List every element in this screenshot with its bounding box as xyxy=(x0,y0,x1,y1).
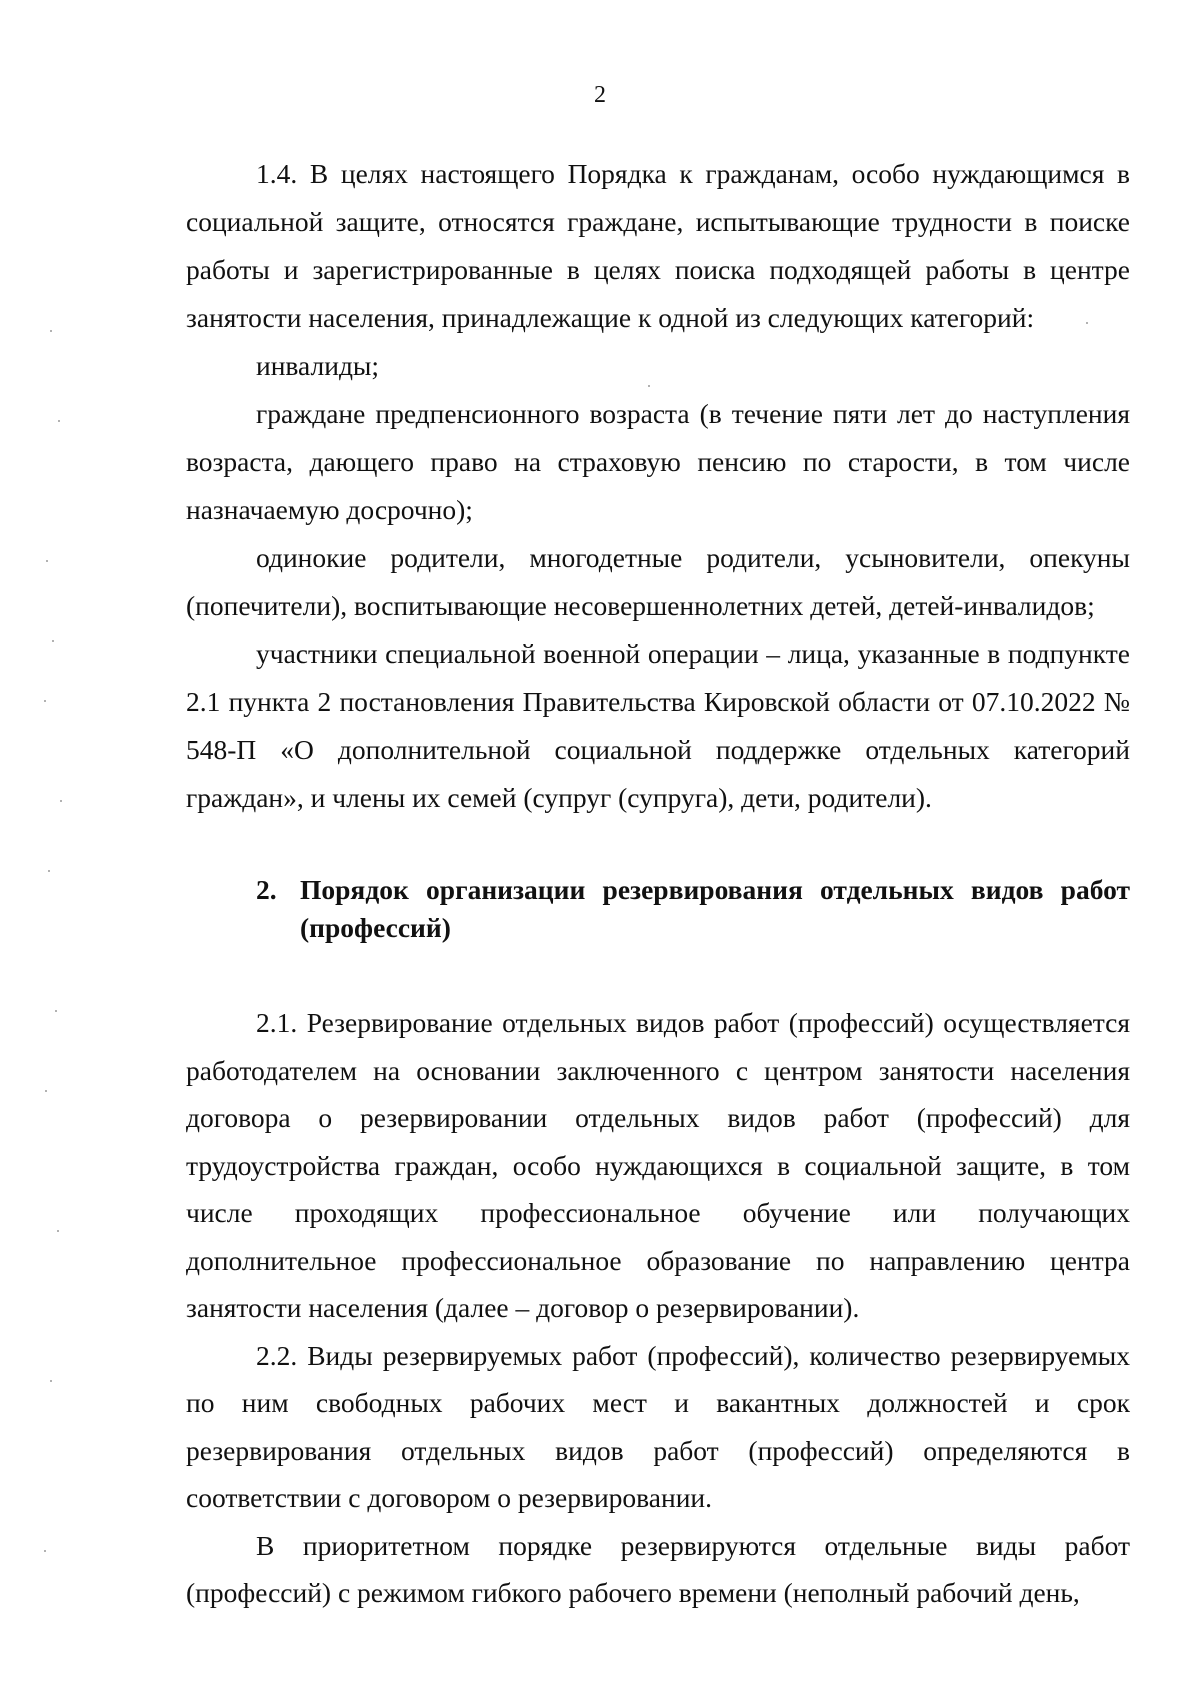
paragraph-single-parents: одинокие родители, многодетные родители, усыновители, опекуны (попечители), воспитывающие несовершеннолетних детей, детей-инвалидов; xyxy=(186,542,1130,621)
scan-speck xyxy=(50,1380,52,1382)
scan-speck xyxy=(58,420,60,422)
paragraph-1-4: 1.4. В целях настоящего Порядка к гражданам, особо нуждающимся в социальной защите, относятся граждане, испытывающие трудности в поиске работы и зарегистрированные в целях поиска подходящей работы в центре занятости населения, принадлежащие к одной из следующих категорий: xyxy=(186,158,1130,333)
scan-speck xyxy=(48,870,50,872)
section-2 xyxy=(186,999,1130,1617)
paragraph-2-1: 2.1. Резервирование отдельных видов работ (профессий) осуществляется работодателем на основании заключенного с центром занятости населения договора о резервировании отдельных видов работ (профессий) для трудоустройства граждан, особо нуждающихся в социальной защите, в том числе проходящих профессиональное обучение или получающих дополнительное профессиональное образование по направлению центра занятости населения (далее – договор о резервировании). xyxy=(186,1007,1130,1323)
scan-speck xyxy=(50,330,52,332)
paragraph-priority: В приоритетном порядке резервируются отдельные виды работ (профессий) с режимом гибкого рабочего времени (неполный рабочий день, xyxy=(186,1529,1130,1608)
section-heading xyxy=(186,871,1130,947)
paragraph-pre-pension: граждане предпенсионного возраста (в течение пяти лет до наступления возраста, дающего право на страховую пенсию по старости, в том числе назначаемую досрочно); xyxy=(186,398,1130,525)
paragraph-2-2: 2.2. Виды резервируемых работ (профессий), количество резервируемых по ним свободных рабочих мест и вакантных должностей и срок резервирования отдельных видов работ (профессий) определяются в соответствии с договором о резервировании. xyxy=(186,1339,1130,1513)
scan-speck xyxy=(45,1090,47,1092)
scan-speck xyxy=(52,640,54,642)
paragraph-svo-participants: участники специальной военной операции – лица, указанные в подпункте 2.1 пункта 2 постановления Правительства Кировской области от 07.10.2022 № 548-П «О дополнительной социальной поддержке отдельных категорий граждан», и члены их семей (супруг (супруга), дети, родители). xyxy=(186,638,1130,813)
paragraph-disabled: инвалиды; xyxy=(256,350,380,381)
section-number: 2. xyxy=(256,874,277,905)
scan-speck xyxy=(44,1550,46,1552)
scan-speck xyxy=(60,800,62,802)
scan-speck xyxy=(57,1230,59,1232)
scan-speck xyxy=(648,385,650,387)
scan-speck xyxy=(55,1010,57,1012)
scan-speck xyxy=(46,560,48,562)
document-body xyxy=(186,150,1130,1617)
scan-speck xyxy=(44,700,46,702)
page-number: 2 xyxy=(594,82,606,108)
section-title: Порядок организации резервирования отдельных видов работ (профессий) xyxy=(300,874,1130,943)
section-1-4 xyxy=(186,150,1130,822)
scan-speck xyxy=(1086,322,1088,324)
